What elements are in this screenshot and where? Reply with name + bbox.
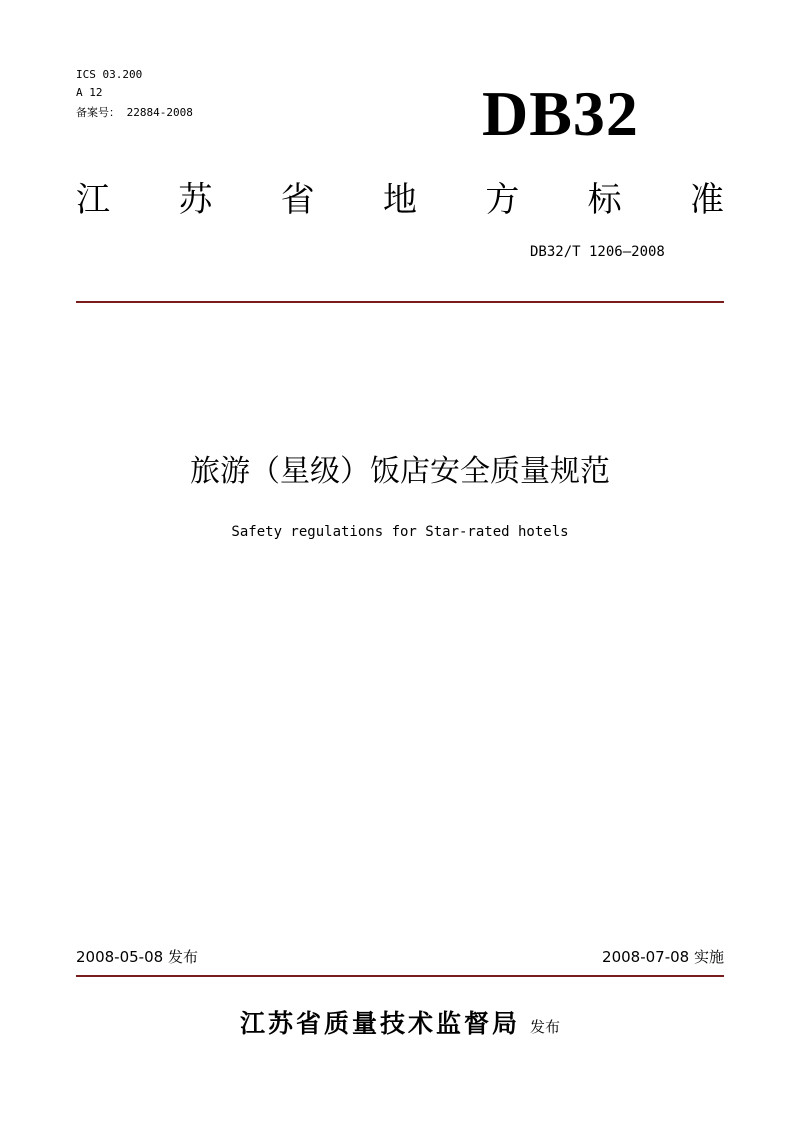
issue-date: 2008-05-08 发布 <box>76 948 198 966</box>
db32-logo: DB32 <box>482 78 639 149</box>
standard-type-char: 省 <box>280 179 315 220</box>
top-divider <box>76 301 724 303</box>
ccs-code: A 12 <box>76 86 103 99</box>
issuer-line <box>0 1004 800 1040</box>
title-english: Safety regulations for Star-rated hotels <box>231 524 569 540</box>
title-chinese: 旅游（星级）饭店安全质量规范 <box>190 454 610 489</box>
standard-type-heading <box>76 170 724 222</box>
ics-code: ICS 03.200 <box>76 68 143 81</box>
implementation-date: 2008-07-08 实施 <box>602 948 724 966</box>
standard-type-char: 准 <box>689 179 724 220</box>
standard-type-char: 苏 <box>178 179 213 220</box>
standard-type-char: 标 <box>587 179 622 220</box>
issuer-name: 江苏省质量技术监督局 <box>239 1009 520 1038</box>
issuer-suffix: 发布 <box>530 1018 561 1036</box>
standard-type-char: 方 <box>485 179 520 220</box>
standard-number: DB32/T 1206—2008 <box>530 244 665 260</box>
bottom-divider <box>76 975 724 977</box>
filing-number: 备案号： 22884-2008 <box>76 106 193 119</box>
standard-type-char: 地 <box>382 179 417 220</box>
standard-type-char: 江 <box>76 179 110 220</box>
